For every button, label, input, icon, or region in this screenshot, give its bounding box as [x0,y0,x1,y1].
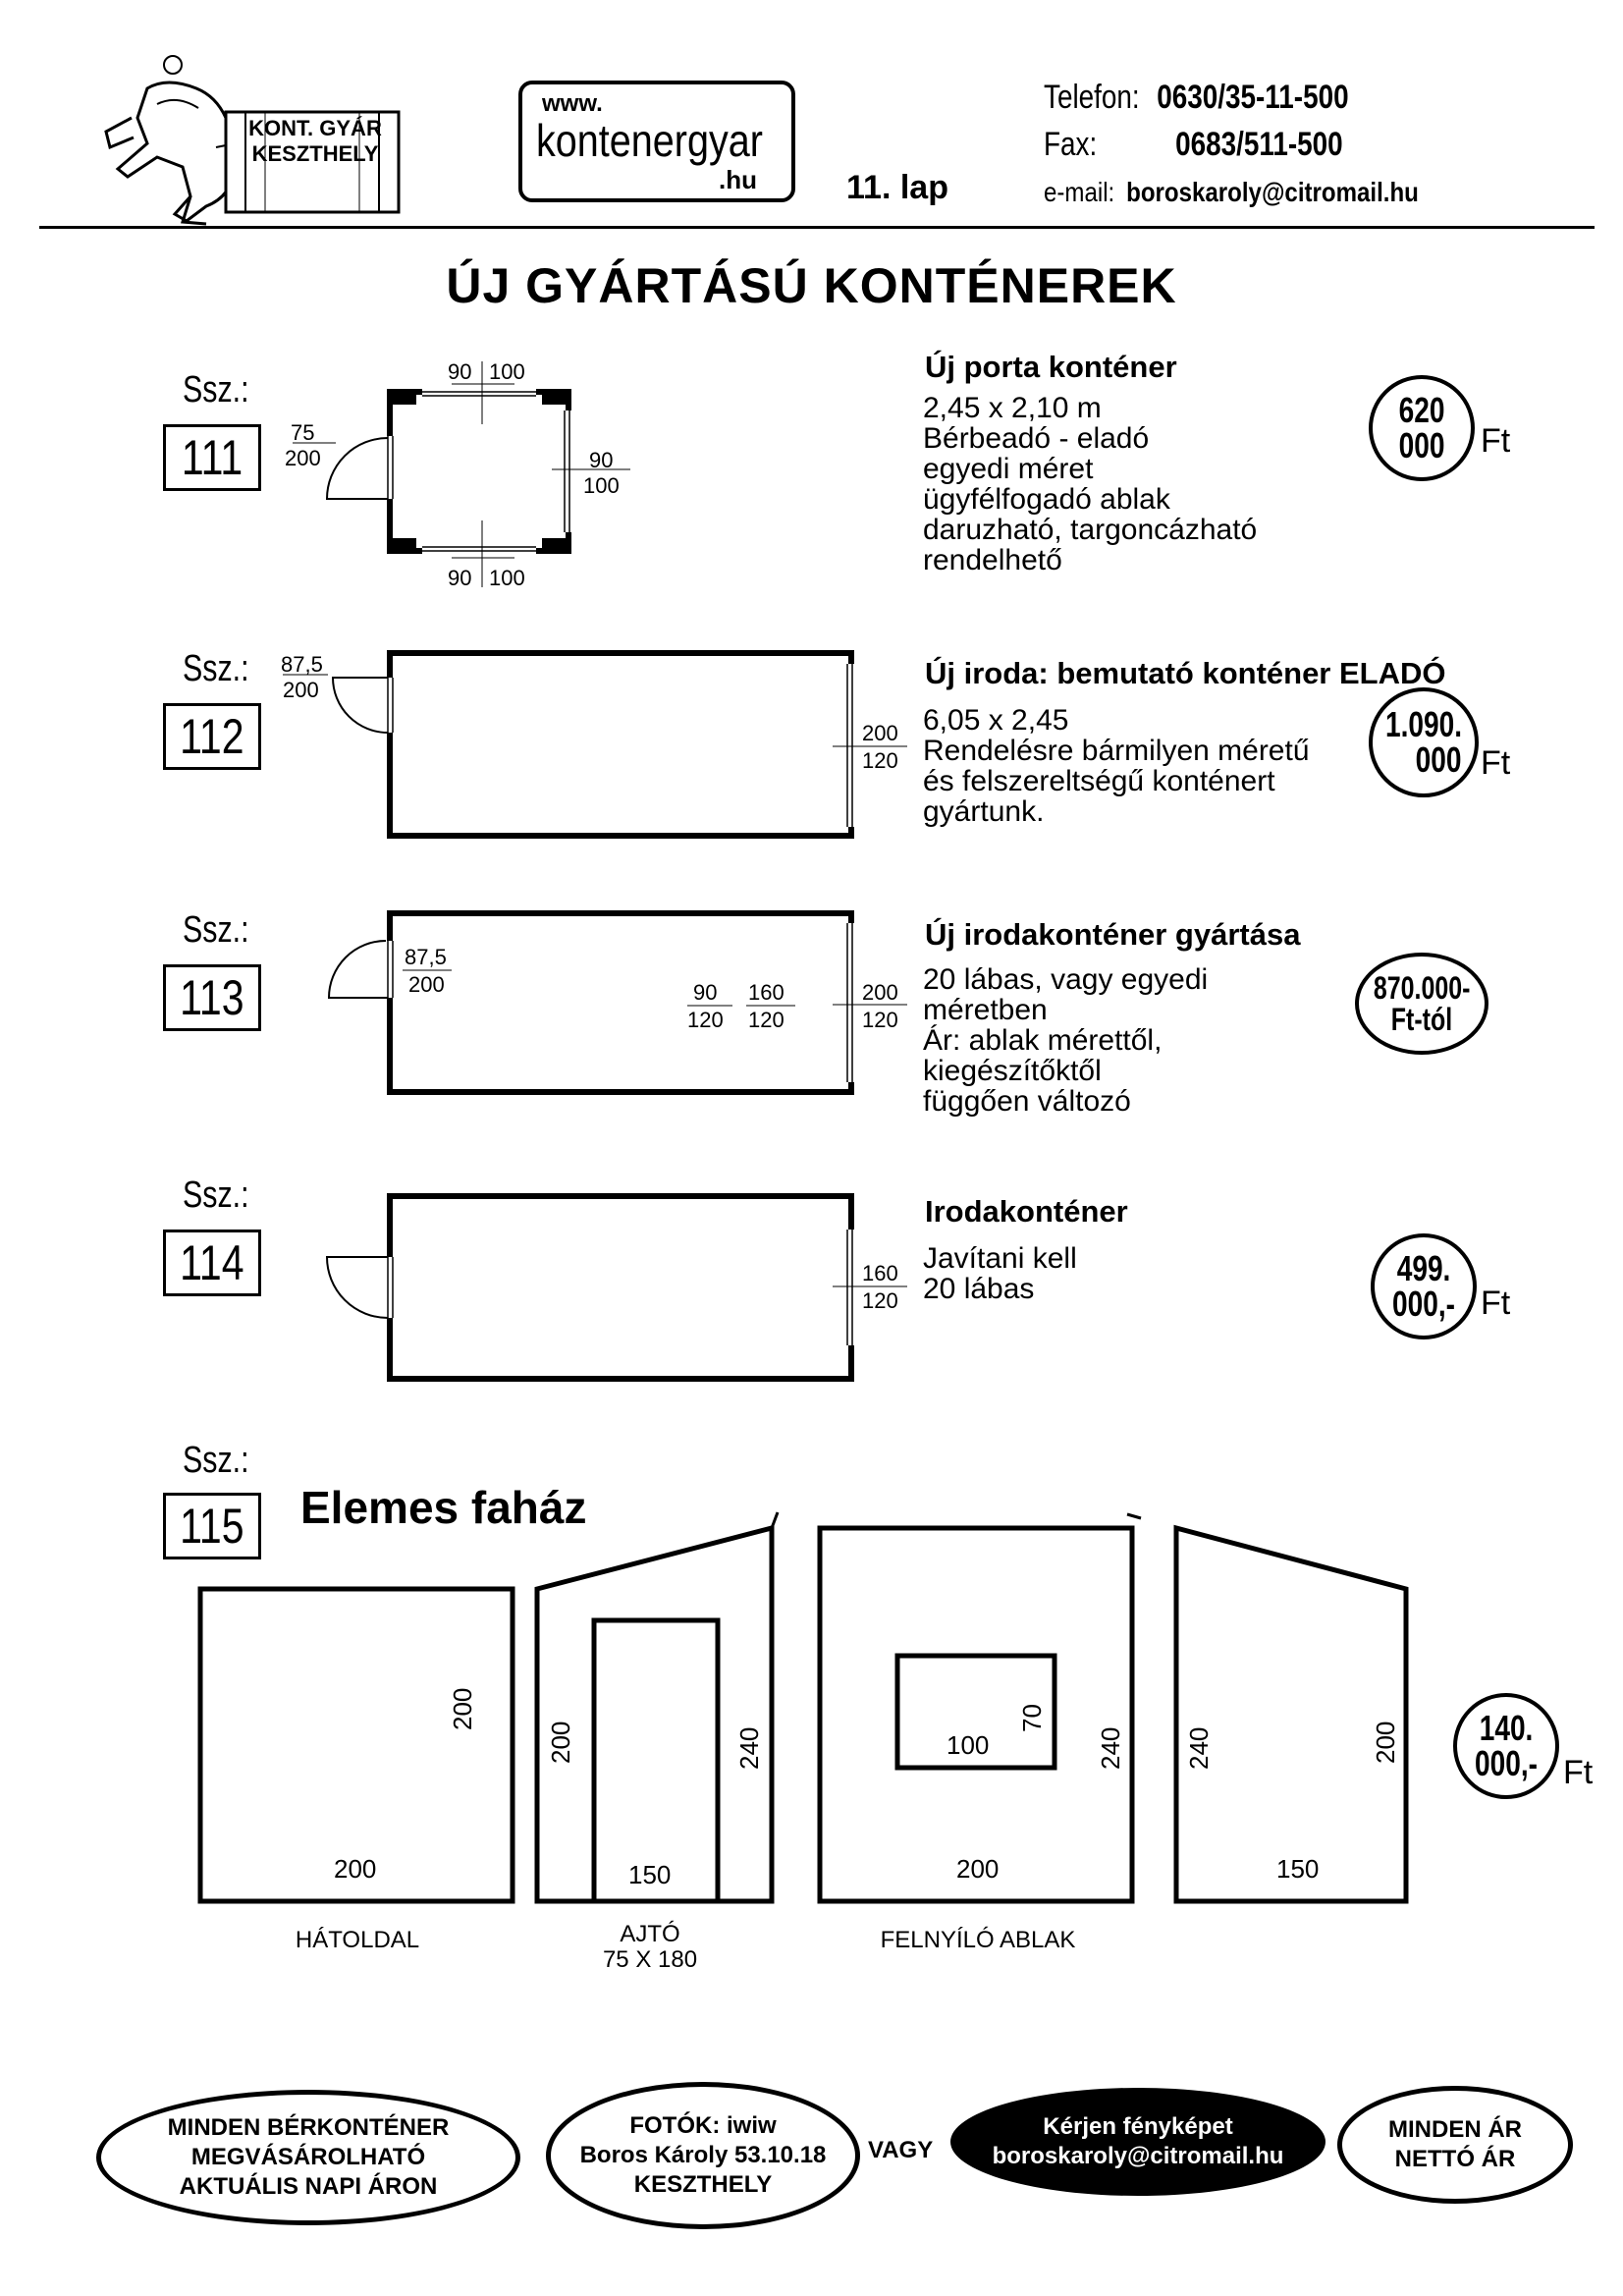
logo-text-line2: KESZTHELY [251,141,379,166]
price-currency: Ft [1481,744,1511,782]
dim-111-bottom-b: 100 [489,566,525,590]
panel1-dim-w: 200 [334,1854,377,1884]
footer-oval-photos-line2: Boros Károly 53.10.18 [579,2142,827,2168]
panel2-caption2: 75 X 180 [602,1946,698,1973]
footer-oval-request-email[interactable]: boroskaroly@citromail.hu [992,2143,1284,2169]
dim-111-top-b: 100 [489,359,525,384]
footer-oval-rental-line1: MINDEN BÉRKONTÉNER [167,2114,450,2141]
footer-oval-photos-line1: FOTÓK: iwiw [629,2112,777,2139]
item-title: Irodakonténer [925,1194,1128,1229]
price-line2: 000 [1398,425,1445,465]
dim-111-bottom-a: 90 [448,566,472,590]
item-number: 112 [180,709,244,764]
panel3-win-h: 70 [1017,1704,1047,1732]
footer-oval-net-price [1337,2086,1573,2204]
panel1-caption: HÁTOLDAL [295,1927,420,1953]
dim-111-top-a: 90 [448,359,472,384]
footer-oval-rental-line3: AKTUÁLIS NAPI ÁRON [179,2173,438,2200]
panel3-win-w: 100 [947,1730,990,1760]
item-description: Javítani kell 20 lábas [923,1242,1077,1305]
email-value[interactable]: boroskaroly@citromail.hu [1126,177,1419,207]
ssz-label: Ssz.: [183,648,249,689]
website-tld: .hu [719,165,757,194]
dim-112-right-b: 120 [862,748,898,773]
panel4-dim-h-left: 240 [1184,1726,1214,1770]
dim-111-door-b: 200 [285,446,321,470]
price-line2: 000,- [1391,1284,1456,1324]
footer-oval-request-line1: Kérjen fényképet [1043,2113,1233,2140]
panel2-dim-h-right: 240 [734,1726,764,1770]
dim-112-right-a: 200 [862,721,898,745]
price-line2: 000 [1415,739,1462,780]
page-title: ÚJ GYÁRTÁSÚ KONTÉNEREK [446,258,1177,313]
item-title: Új porta konténer [925,350,1177,384]
dim-113-win1-b: 120 [687,1008,724,1032]
dim-111-right-a: 90 [589,448,614,472]
logo-text-line1: KONT. GYÁR [248,116,382,140]
price-currency: Ft [1481,1285,1511,1322]
item-description: 2,45 x 2,10 m Bérbeadó - eladó egyedi méret ügyfélfogadó ablak daruzható, targoncázható rendelhető [923,392,1258,576]
item-number: 111 [181,430,243,485]
item-title: Elemes faház [300,1482,587,1533]
website-name: kontenergyar [536,115,763,166]
footer-oval-rental-line2: MEGVÁSÁROLHATÓ [190,2144,426,2170]
ssz-label: Ssz.: [183,1440,249,1481]
dim-113-win2-a: 160 [748,980,784,1005]
website-www: www. [542,90,603,117]
dim-111-door-a: 75 [291,420,315,445]
ssz-label: Ssz.: [183,909,249,951]
dim-113-door-a: 87,5 [405,945,447,969]
panel2-dim-w: 150 [628,1860,672,1889]
ssz-label: Ssz.: [183,369,249,410]
panel2-dim-h-left: 200 [546,1721,575,1764]
price-line1: 499. [1396,1248,1451,1288]
price-line1: 620 [1398,390,1445,430]
phone-value: 0630/35-11-500 [1157,79,1349,116]
item-number: 114 [180,1235,244,1290]
item-title: Új iroda: bemutató konténer ELADÓ [925,656,1446,690]
dim-114-right-a: 160 [862,1261,898,1285]
dim-113-win2-b: 120 [748,1008,784,1032]
dim-113-win1-a: 90 [693,980,718,1005]
dim-113-right-a: 200 [862,980,898,1005]
panel3-caption: FELNYÍLÓ ABLAK [880,1927,1076,1953]
panel2-caption: AJTÓ [620,1921,680,1947]
page-label: 11. lap [846,169,948,206]
phone-label: Telefon: [1044,79,1140,116]
price-currency: Ft [1481,422,1511,460]
price-line2: 000,- [1474,1743,1539,1783]
fax-value: 0683/511-500 [1175,126,1343,163]
footer-oval-net-line1: MINDEN ÁR [1388,2116,1522,2143]
item-description: 20 lábas, vagy egyedi méretben Ár: ablak mérettől, kiegészítőktől függően változó [923,963,1209,1118]
footer-oval-photos-line3: KESZTHELY [633,2171,773,2198]
ssz-label: Ssz.: [183,1175,249,1216]
panel3-dim-h: 240 [1096,1726,1125,1770]
dim-112-door-b: 200 [283,678,319,702]
panel3-dim-w: 200 [956,1854,1000,1884]
panel4-dim-h-right: 200 [1371,1721,1400,1764]
item-title: Új irodakonténer gyártása [925,917,1301,952]
dim-111-right-b: 100 [583,473,620,498]
footer-oval-rental [96,2090,520,2225]
dim-113-door-b: 200 [408,972,445,997]
price-line1: 1.090. [1384,704,1463,744]
price-line1: 140. [1479,1708,1534,1748]
price-line2: Ft-tól [1390,1002,1453,1037]
price-currency: Ft [1563,1754,1594,1791]
price-line1: 870.000- [1373,970,1471,1006]
fax-label: Fax: [1044,126,1098,163]
dim-113-right-b: 120 [862,1008,898,1032]
email-label: e-mail: [1044,177,1115,207]
item-description: 6,05 x 2,45 Rendelésre bármilyen méretű és felszereltségű konténert gyártunk. [923,704,1310,828]
footer-oval-photos [546,2082,860,2229]
dim-114-right-b: 120 [862,1288,898,1313]
footer-oval-net-line2: NETTÓ ÁR [1394,2146,1516,2172]
footer-vagy: VAGY [868,2137,934,2163]
price-badge [1453,1693,1559,1799]
footer-oval-request-photo[interactable] [950,2088,1325,2196]
panel1-dim-h: 200 [448,1687,477,1730]
dim-112-door-a: 87,5 [281,652,323,677]
panel4-dim-w: 150 [1276,1854,1320,1884]
item-number: 115 [180,1499,244,1554]
item-number: 113 [180,970,244,1025]
